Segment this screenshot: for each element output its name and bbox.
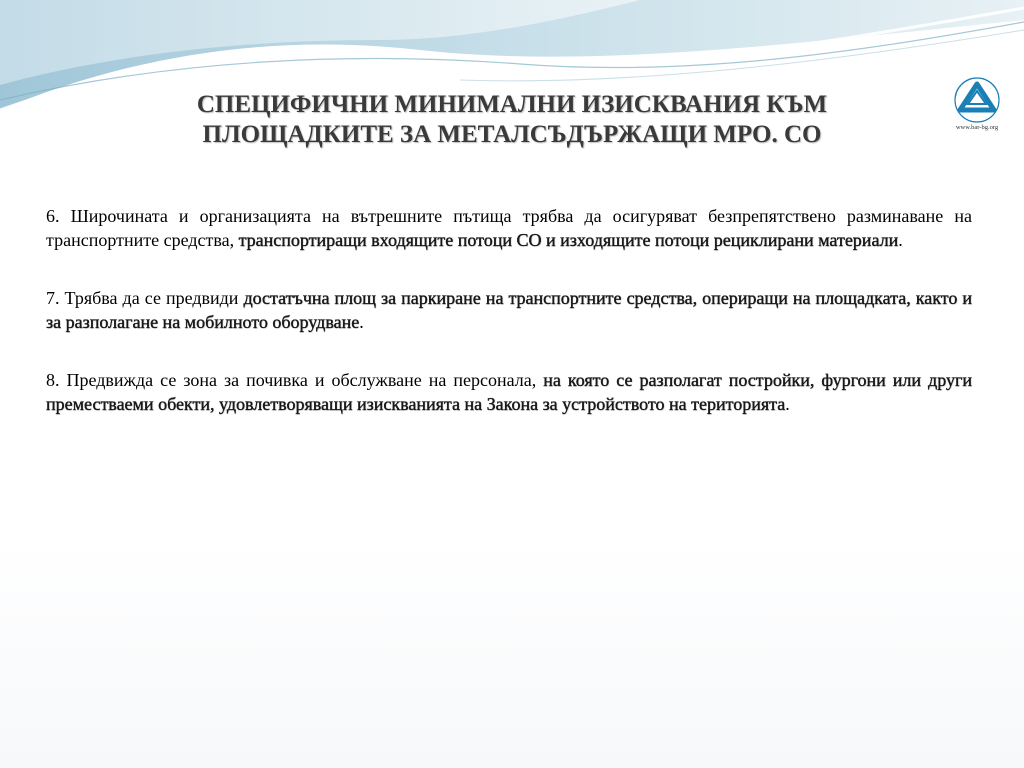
requirement-item-8 bbox=[46, 368, 972, 416]
requirement-item-7 bbox=[46, 286, 972, 334]
requirement-end: . bbox=[898, 230, 903, 250]
slide-title bbox=[120, 90, 904, 150]
logo-url: www.bar-bg.org bbox=[955, 124, 999, 131]
requirement-text: 6. Широчината и организацията на вътрешните пътища трябва да осигуряват безпрепятствено разминаване на транспортните средства, bbox=[46, 206, 972, 250]
requirement-text: 8. Предвижда се зона за почивка и обслужване на персонала, bbox=[46, 370, 544, 390]
requirement-highlight: транспортиращи входящите потоци СО и изходящите потоци рециклирани материали bbox=[238, 230, 899, 250]
requirement-item-6 bbox=[46, 204, 972, 252]
requirement-end: . bbox=[785, 394, 790, 414]
slide-title-line-2: ПЛОЩАДКИТЕ ЗА МЕТАЛСЪДЪРЖАЩИ МРО. СО bbox=[202, 121, 822, 148]
requirement-highlight: на която се разполагат постройки, фургони или други преместваеми обекти, удовлетворяващи изискванията на Закона за устройството на територията bbox=[46, 370, 972, 414]
slide-content bbox=[46, 204, 972, 450]
requirement-highlight: достатъчна площ за паркиране на транспортните средства, опериращи на площадката, както и за разполагане на мобилното оборудване bbox=[46, 288, 972, 332]
requirement-end: . bbox=[359, 312, 364, 332]
slide-title-line-1: СПЕЦИФИЧНИ МИНИМАЛНИ ИЗИСКВАНИЯ КЪМ bbox=[196, 91, 828, 118]
requirement-text: 7. Трябва да се предвиди bbox=[46, 288, 244, 308]
recycling-association-logo-icon bbox=[938, 74, 1016, 132]
